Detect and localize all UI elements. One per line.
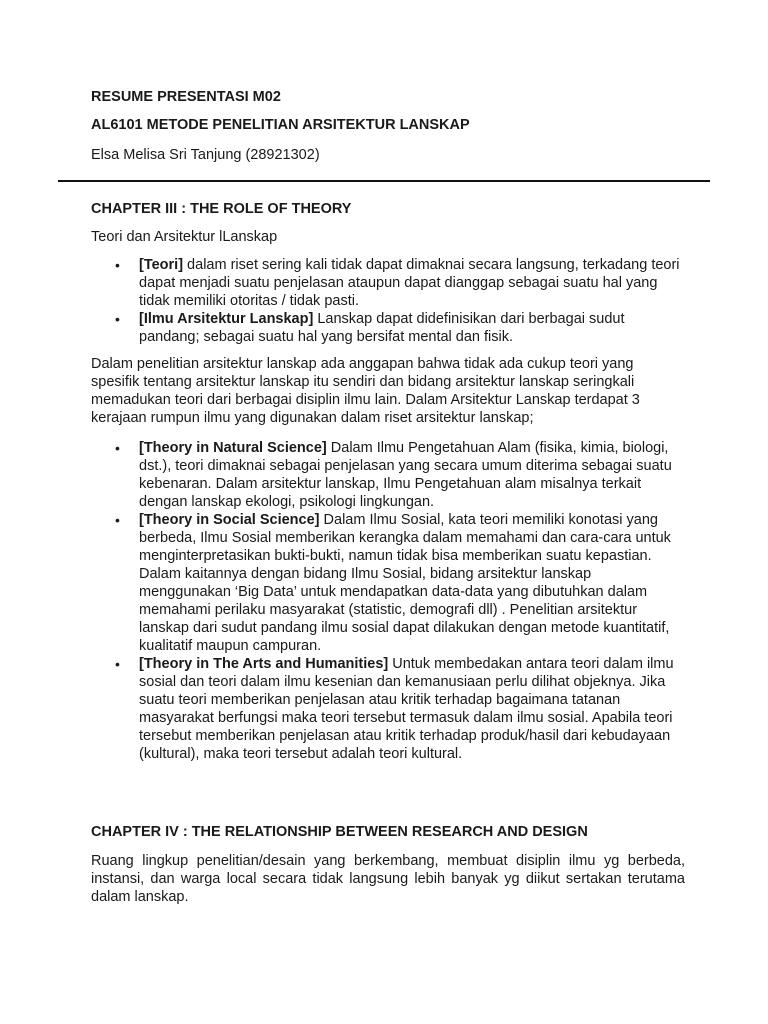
bullet-term: [Theory in Social Science] — [139, 512, 320, 528]
chapter3-heading: CHAPTER III : THE ROLE OF THEORY — [91, 201, 352, 217]
bullet-text: Untuk membedakan antara teori dalam ilmu sosial dan teori dalam ilmu kesenian dan kemanusiaan perlu dilihat objeknya. Jika suatu teori memberikan penjelasan atau kritik terhadap bagaimana tatanan masyarakat berfungsi maka teori tersebut termasuk dalam ilmu sosial. Apabila teori tersebut memberikan penjelasan atau kritik terhadap produk/hasil dari kebudayaan (kultural), maka teori tersebut adalah teori kultural. — [139, 656, 674, 762]
horizontal-divider — [58, 180, 710, 182]
bullet-icon: • — [115, 311, 120, 327]
bullet-icon: • — [115, 440, 120, 456]
chapter3-paragraph: Dalam penelitian arsitektur lanskap ada anggapan bahwa tidak ada cukup teori yang spesifik tentang arsitektur lanskap itu sendiri dan bidang arsitektur lanskap seringkali memadukan teori dari berbagai disiplin ilmu lain. Dalam Arsitektur Lanskap terdapat 3 kerajaan rumpun ilmu yang digunakan dalam riset arsitektur lanskap; — [91, 356, 640, 426]
list-item — [91, 511, 685, 655]
bullet-icon: • — [115, 656, 120, 672]
bullet-term: [Ilmu Arsitektur Lanskap] — [139, 311, 314, 327]
author-line: Elsa Melisa Sri Tanjung (28921302) — [91, 147, 320, 163]
bullet-term: [Theory in The Arts and Humanities] — [139, 656, 389, 672]
bullet-icon: • — [115, 257, 120, 273]
list-item — [91, 655, 685, 763]
bullet-text: dalam riset sering kali tidak dapat dimaknai secara langsung, terkadang teori dapat menjadi suatu penjelasan ataupun dapat dianggap sebagai suatu hal yang tidak memiliki otoritas / tidak pasti. — [139, 257, 680, 309]
bullet-term: [Theory in Natural Science] — [139, 440, 327, 456]
course-title: AL6101 METODE PENELITIAN ARSITEKTUR LANSKAP — [91, 117, 470, 133]
bullet-term: [Teori] — [139, 257, 184, 273]
list-item — [91, 310, 685, 346]
chapter3-subheading: Teori dan Arsitektur lLanskap — [91, 229, 278, 245]
list-item — [91, 439, 685, 511]
bullet-list-1 — [91, 256, 685, 346]
chapter4-heading: CHAPTER IV : THE RELATIONSHIP BETWEEN RESEARCH AND DESIGN — [91, 824, 588, 840]
bullet-icon: • — [115, 512, 120, 528]
bullet-text: Lanskap dapat didefinisikan dari berbagai sudut pandang; sebagai suatu hal yang bersifat mental dan fisik. — [139, 311, 625, 345]
bullet-text: Dalam Ilmu Pengetahuan Alam (fisika, kimia, biologi, dst.), teori dimaknai sebagai penjelasan yang secara umum diterima sebagai suatu kebenaran. Dalam arsitektur lanskap, Ilmu Pengetahuan alam misalnya terkait dengan lanskap ekologi, psikologi lingkungan. — [139, 440, 672, 510]
document-title: RESUME PRESENTASI M02 — [91, 89, 281, 105]
chapter4-paragraph: Ruang lingkup penelitian/desain yang berkembang, membuat disiplin ilmu yg berbeda, instansi, dan warga local secara tidak langsung lebih banyak yg diikut sertakan terutama dalam lanskap. — [91, 853, 685, 905]
list-item — [91, 256, 685, 310]
bullet-list-2 — [91, 439, 685, 763]
bullet-text: Dalam Ilmu Sosial, kata teori memiliki konotasi yang berbeda, Ilmu Sosial memberikan kerangka dalam memahami dan cara-cara untuk menginterpretasikan bukti-bukti, namun tidak bisa memberikan suatu kepastian. Dalam kaitannya dengan bidang Ilmu Sosial, bidang arsitektur lanskap menggunakan ‘Big Data’ untuk mendapatkan data-data yang dibutuhkan dalam memahami perilaku masyarakat (statistic, demografi dll) . Penelitian arsitektur lanskap dari sudut pandang ilmu sosial dapat dilakukan dengan metode kuantitatif, kualitatif maupun campuran. — [139, 512, 671, 654]
